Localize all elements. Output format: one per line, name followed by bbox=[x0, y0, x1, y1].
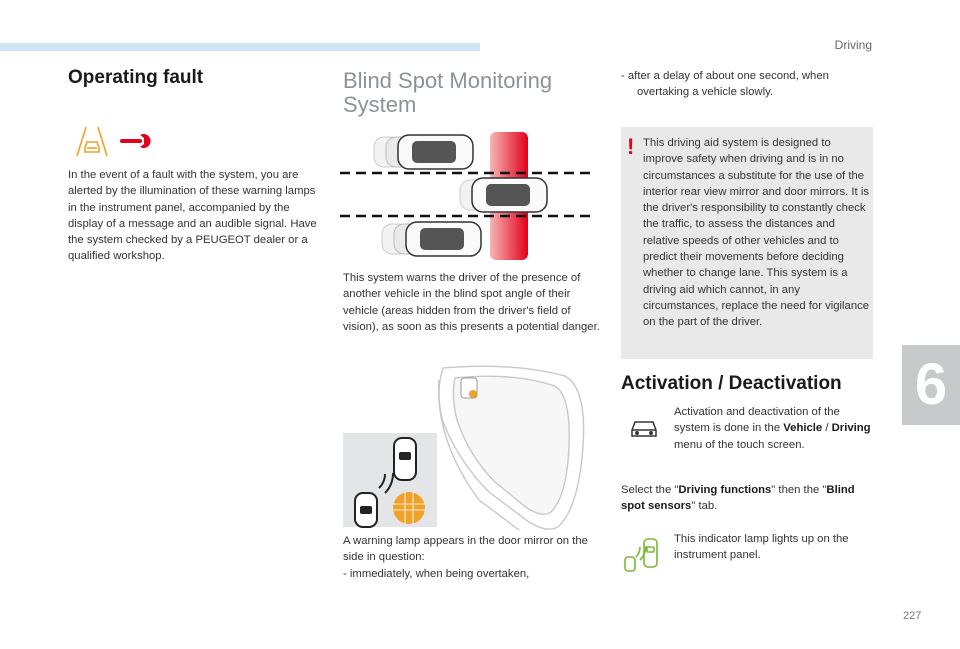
bsm-heading bbox=[343, 69, 583, 117]
section-label: Driving bbox=[834, 38, 872, 52]
car-upper bbox=[374, 135, 473, 169]
indicator-text: This indicator lamp lights up on the instrument panel. bbox=[674, 533, 849, 562]
lamp-text: A warning lamp appears in the door mirror on the side in question: bbox=[343, 535, 588, 564]
lamp-item-overtaking bbox=[621, 68, 873, 101]
menu-separator: / bbox=[822, 422, 832, 435]
activation-text-pre: Activation and deactivation of the system is done in the bbox=[674, 406, 840, 435]
driving-functions-label: Driving functions bbox=[678, 484, 772, 496]
select-mid: " then the " bbox=[771, 484, 827, 496]
lamp-item-overtaking-line2: overtaking a vehicle slowly. bbox=[637, 86, 774, 99]
menu-driving: Driving bbox=[831, 422, 871, 435]
vehicle-menu-icon bbox=[628, 416, 660, 440]
mirror-glass-lamp bbox=[469, 390, 477, 398]
warning-exclamation-icon: ! bbox=[627, 134, 635, 159]
door-mirror-illustration bbox=[343, 360, 605, 532]
activation-text-post: menu of the touch screen. bbox=[674, 438, 805, 451]
fault-body: In the event of a fault with the system, you are alerted by the illumination of these warning lamps in the instrument panel, accompanied by the display of a message and an audible signal. Have the system checked by a PEUGEOT dealer or a qualified workshop. bbox=[68, 169, 317, 263]
blind-spot-sensors-tab-label: Blind spot sensors bbox=[621, 484, 855, 513]
car-lower bbox=[382, 222, 481, 256]
wrench-icon bbox=[118, 130, 154, 150]
mirror-warning-lamp bbox=[393, 492, 425, 524]
activation-text bbox=[674, 404, 874, 453]
car-middle bbox=[460, 178, 547, 212]
bsm-heading-line2: System bbox=[343, 92, 417, 117]
inset-car-ahead bbox=[394, 438, 416, 480]
select-pre: Select the " bbox=[621, 484, 679, 496]
menu-vehicle: Vehicle bbox=[783, 422, 823, 435]
blind-spot-indicator-icon bbox=[622, 537, 662, 573]
lamp-item-overtaken: - immediately, when being overtaken, bbox=[343, 567, 530, 580]
select-instruction bbox=[621, 482, 875, 515]
bsm-intro: This system warns the driver of the presence of another vehicle in the blind spot angle of their vehicle (areas hidden from the driver's field of vision), as soon as this presents a potential danger. bbox=[343, 272, 600, 333]
blind-spot-diagram bbox=[340, 127, 600, 267]
top-accent-bar bbox=[0, 43, 480, 51]
fault-heading: Operating fault bbox=[68, 67, 204, 88]
lamp-description bbox=[343, 533, 605, 582]
chapter-tab: 6 bbox=[902, 345, 960, 425]
safety-note-text: This driving aid system is designed to improve safety when driving and is in no circumstances a substitute for the use of the interior rear view mirror and door mirrors. It is the driver's responsibility to constantly check the traffic, to assess the distances and relative speeds of other vehicles and to predict their movements before deciding whether to change lane. This system is a driving aid which cannot, in any circumstances, replace the need for vigilance on the part of the driver. bbox=[643, 137, 870, 329]
lamp-item-overtaking-line1: - after a delay of about one second, when bbox=[621, 70, 829, 82]
page-number: 227 bbox=[903, 610, 922, 622]
activation-heading: Activation / Deactivation bbox=[621, 373, 842, 394]
inset-car-rear bbox=[355, 493, 377, 527]
bsm-heading-line1: Blind Spot Monitoring bbox=[343, 68, 553, 93]
lane-departure-warning-icon bbox=[74, 126, 110, 158]
select-post: " tab. bbox=[691, 500, 718, 513]
